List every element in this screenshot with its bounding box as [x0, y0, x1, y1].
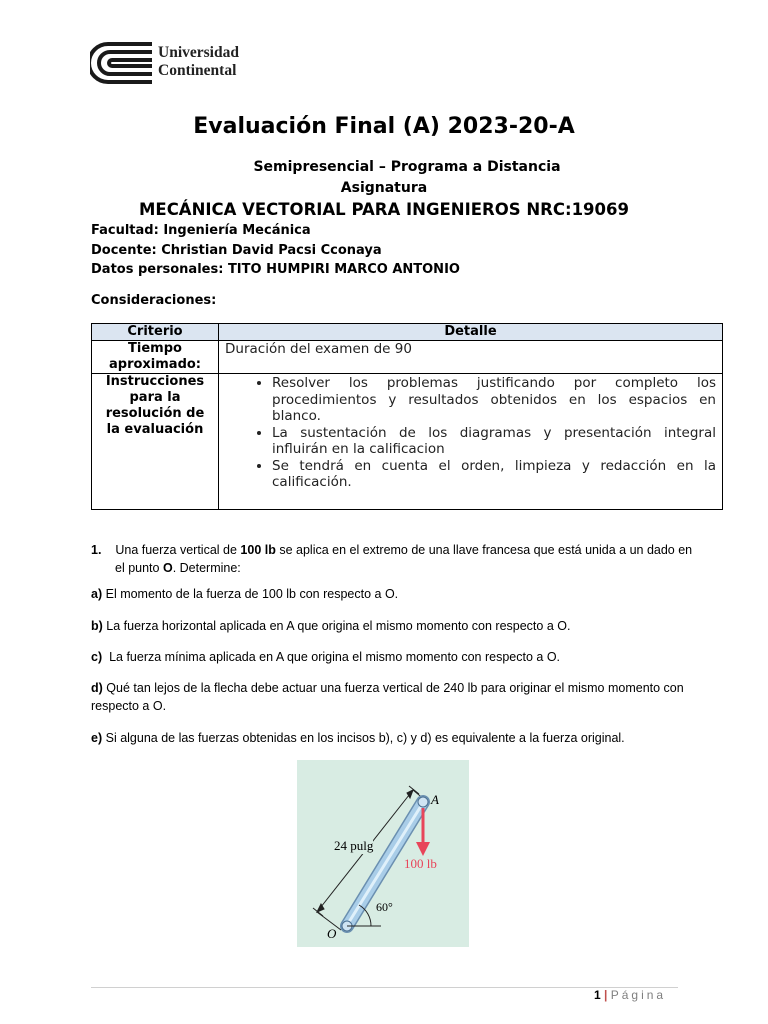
instructions-detail [219, 374, 723, 510]
item-b [91, 617, 691, 635]
item-e [91, 729, 691, 747]
wrench-figure [297, 760, 469, 947]
question-intro-text-2: se aplica en el extremo de una llave francesa que está unida a un dado en el punto [115, 543, 693, 575]
instructions-list [225, 375, 716, 491]
wrench-diagram [297, 760, 469, 947]
modality-subtitle: Semipresencial – Programa a Distancia [253, 159, 561, 175]
item-a [91, 585, 691, 603]
question-number: 1. [91, 543, 102, 557]
table-header-row [92, 324, 723, 341]
instructions-label: Instrucciones para la resolución de la evaluación [92, 374, 219, 510]
page-word: Página [610, 988, 667, 1002]
item-d [91, 679, 691, 715]
question-force: 100 lb [240, 543, 276, 557]
question-point: O [162, 561, 173, 575]
document-title: Evaluación Final (A) 2023-20-A [193, 114, 575, 139]
logo-line-1: Universidad [158, 44, 239, 61]
item-a-text: El momento de la fuerza de 100 lb con respecto a O. [105, 587, 399, 601]
angle-label: 60° [376, 900, 393, 914]
question-intro-text-3: . Determine: [172, 561, 241, 575]
table-row [92, 374, 723, 510]
detail-column-header: Detalle [219, 324, 723, 341]
item-e-text: Si alguna de las fuerzas obtenidas en los incisos b), c) y d) es equivalente a la fuerza original. [105, 731, 625, 745]
footer-divider [91, 987, 678, 988]
time-label: Tiempo aproximado: [92, 341, 219, 374]
item-c-text: La fuerza mínima aplicada en A que origina el mismo momento con respecto a O. [109, 650, 561, 664]
question-intro-text-1: Una fuerza vertical de [115, 543, 237, 557]
teacher-line: Docente: Christian David Pacsi Cconaya [91, 243, 382, 258]
item-d-label: d) [91, 681, 103, 695]
item-b-label: b) [91, 619, 103, 633]
logo-line-2: Continental [158, 62, 237, 79]
subject-label: Asignatura [340, 180, 428, 196]
point-a-label: A [431, 792, 439, 807]
criteria-column-header: Criterio [92, 324, 219, 341]
course-title: MECÁNICA VECTORIAL PARA INGENIEROS NRC:19069 [139, 200, 629, 219]
university-name [158, 44, 239, 80]
table-row [92, 341, 723, 374]
student-line: Datos personales: TITO HUMPIRI MARCO ANTONIO [91, 262, 460, 277]
page-number: 1 [594, 988, 601, 1002]
point-o-label: O [327, 926, 337, 941]
item-c-label: c) [91, 650, 103, 664]
faculty-line: Facultad: Ingeniería Mecánica [91, 223, 311, 238]
list-item: • Resolver los problemas justificando por completo los procedimientos y resultados obtenidos en los espacios en blanco. [272, 375, 716, 425]
page-footer [594, 988, 666, 1002]
list-item: • La sustentación de los diagramas y presentación integral influirán en la calificacion [272, 425, 716, 458]
list-item: • Se tendrá en cuenta el orden, limpieza y redacción en la calificación. [272, 458, 716, 491]
length-label: 24 pulg [334, 838, 374, 853]
force-label: 100 lb [404, 856, 437, 871]
footer-separator: | [604, 988, 608, 1002]
item-b-text: La fuerza horizontal aplicada en A que origina el mismo momento con respecto a O. [106, 619, 571, 633]
item-c [91, 648, 691, 666]
item-a-label: a) [91, 587, 103, 601]
question-intro [91, 541, 705, 577]
item-e-label: e) [91, 731, 103, 745]
considerations-heading: Consideraciones: [91, 293, 217, 308]
time-detail: Duración del examen de 90 [219, 341, 723, 374]
criteria-table [91, 323, 723, 510]
item-d-text: Qué tan lejos de la flecha debe actuar una fuerza vertical de 240 lb para originar el mismo momento con respecto a O. [91, 681, 684, 713]
